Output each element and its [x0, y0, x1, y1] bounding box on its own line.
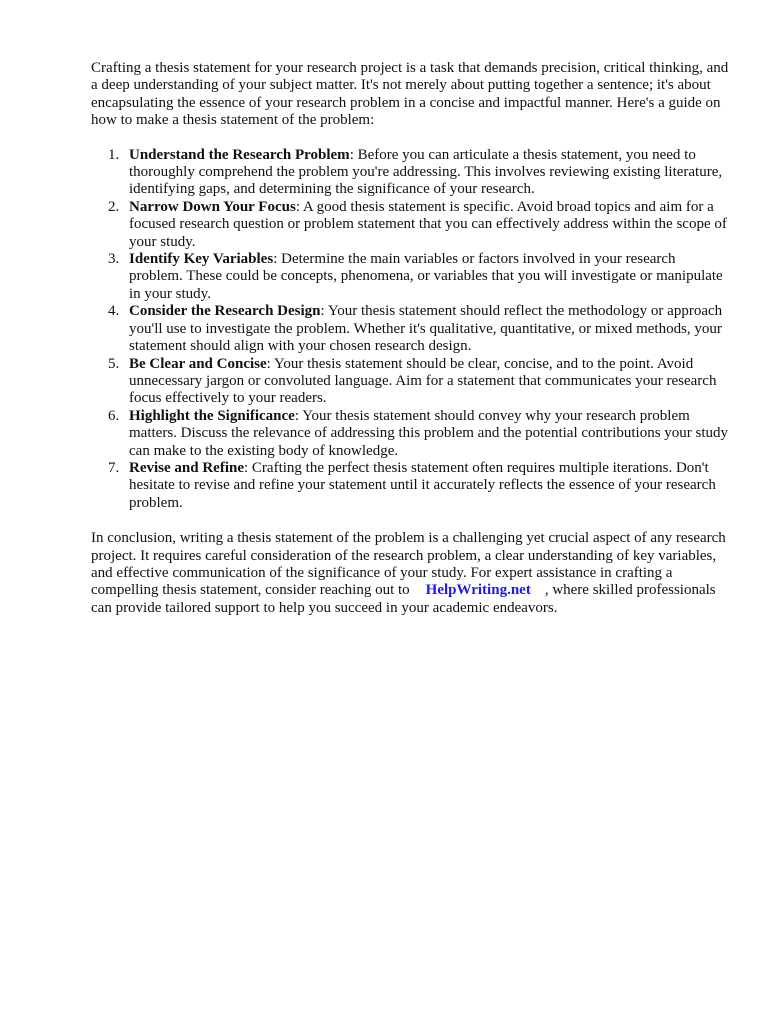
list-item-text: Before you can articulate a thesis statement, you need to thoroughly comprehend the problem you're addressing. This involves reviewing existing literature, identifying gaps, and determining the significance of your research.	[129, 146, 723, 198]
list-item	[91, 356, 731, 408]
conclusion-paragraph	[91, 530, 731, 617]
list-item	[91, 199, 731, 251]
list-item-term: Identify Key Variables	[129, 251, 274, 268]
list-item-text: Your thesis statement should convey why your research problem matters. Discuss the relevance of addressing this problem and the potential contributions your study can make to the existing body of knowledge.	[129, 407, 729, 459]
list-item-separator: :	[273, 251, 282, 268]
list-item-separator: :	[320, 303, 328, 320]
list-item-number: 5.	[108, 355, 120, 372]
conclusion-text-after: , where skilled professionals can provide tailored support to help you succeed in your academic endeavors.	[91, 582, 716, 616]
list-item-text: A good thesis statement is specific. Avoid broad topics and aim for a focused research question or problem statement that you can effectively address within the scope of your study.	[129, 198, 727, 250]
list-item-separator: :	[266, 355, 275, 372]
list-item-separator: :	[349, 146, 358, 163]
list-item-term: Narrow Down Your Focus	[129, 198, 296, 215]
conclusion-text-before: In conclusion, writing a thesis statement of the problem is a challenging yet crucial aspect of any research project. It requires careful consideration of the research problem, a clear understanding of key variables, and effective communication of the significance of your study. For expert assistance in crafting a compelling thesis statement, consider reaching out to	[91, 530, 726, 599]
list-item-term: Revise and Refine	[129, 459, 244, 476]
list-item-number: 7.	[108, 459, 120, 476]
list-item-number: 2.	[108, 198, 120, 215]
list-item-text: Determine the main variables or factors involved in your research problem. These could be concepts, phenomena, or variables that you will investigate or manipulate in your study.	[129, 251, 723, 302]
list-item	[91, 460, 731, 512]
steps-list	[91, 147, 731, 513]
list-item-term: Be Clear and Concise	[129, 355, 267, 372]
list-item-separator: :	[295, 198, 303, 215]
list-item-number: 6.	[108, 407, 120, 424]
list-item-separator: :	[294, 407, 303, 424]
intro-paragraph: Crafting a thesis statement for your research project is a task that demands precision, critical thinking, and a deep understanding of your subject matter. It's not merely about putting together a sentence; it's about encapsulating the essence of your research problem in a concise and impactful manner. Here's a guide on how to make a thesis statement of the problem:	[91, 60, 729, 129]
list-item	[91, 251, 731, 303]
list-item-term: Consider the Research Design	[129, 303, 321, 320]
list-item-number: 4.	[108, 303, 120, 320]
list-item-number: 3.	[108, 251, 120, 268]
list-item-number: 1.	[108, 146, 120, 163]
helpwriting-link[interactable]: HelpWriting.net	[425, 582, 531, 599]
list-item-text: Your thesis statement should be clear, concise, and to the point. Avoid unnecessary jargon or convoluted language. Aim for a statement that communicates your research focus effectively to your readers.	[129, 355, 717, 407]
list-item-term: Understand the Research Problem	[129, 146, 350, 163]
list-item-separator: :	[244, 459, 252, 476]
list-item-text: Crafting the perfect thesis statement often requires multiple iterations. Don't hesitate to revise and refine your statement until it accurately reflects the essence of your research problem.	[129, 459, 716, 511]
list-item-text: Your thesis statement should reflect the methodology or approach you'll use to investigate the problem. Whether it's qualitative, quantitative, or mixed methods, your statement should align with your chosen research design.	[129, 303, 723, 355]
list-item	[91, 303, 731, 355]
list-item	[91, 408, 731, 460]
list-item-term: Highlight the Significance	[129, 407, 295, 424]
document-page	[91, 60, 731, 617]
list-item	[91, 147, 731, 199]
